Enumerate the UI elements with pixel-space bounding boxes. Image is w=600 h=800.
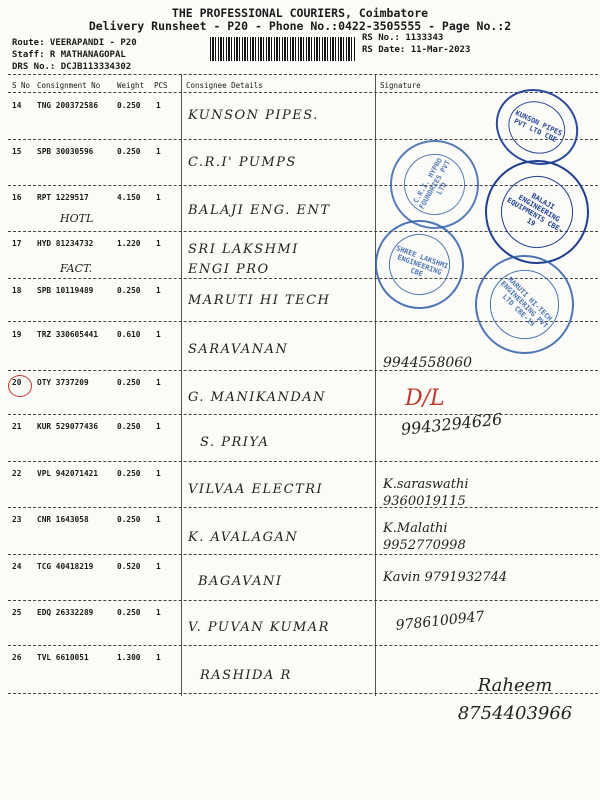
row-weight: 0.250 [117,101,141,110]
row-consignment: TNG 200372586 [37,101,99,110]
row-weight: 0.520 [117,562,141,571]
row-consignment: CNR 1643058 [37,515,89,524]
row-consignee: C.R.I' PUMPS [188,155,297,170]
row-pcs: 1 [156,608,161,617]
col-header-signature: Signature [380,81,421,90]
row-divider [8,645,598,646]
row-consignment: RPT 1229517 [37,193,89,202]
row-consignment: EDQ 26332289 [37,608,94,617]
row-consignment: SPB 30030596 [37,147,94,156]
row-pcs: 1 [156,286,161,295]
row-pcs: 1 [156,147,161,156]
company-stamp: MARUTI HI-TECH ENGINEERING PVT LTD CBE-19 [454,234,594,374]
row-sno: 18 [12,286,22,295]
row-pcs: 1 [156,469,161,478]
row-consignee: KUNSON PIPES. [188,108,319,123]
row-weight: 0.250 [117,608,141,617]
row-divider [8,414,598,415]
row-pcs: 1 [156,653,161,662]
row-signature: K.Malathi 9952770998 [383,521,466,553]
row-consignee: S. PRIYA [200,435,270,450]
row-pcs: 1 [156,515,161,524]
row-pcs: 1 [156,101,161,110]
row-consignee: K. AVALAGAN [188,530,299,545]
row-signature: 9944558060 [383,355,473,371]
row-weight: 0.250 [117,422,141,431]
row-divider [8,461,598,462]
row-consignee: SRI LAKSHMI ENGI PRO [188,242,299,277]
col-divider [375,74,376,696]
row-sno: 22 [12,469,22,478]
row-consignee: RASHIDA R [200,668,292,683]
row-consignee: SARAVANAN [188,342,289,357]
drs-number: DRS No.: DCJB113334302 [12,62,132,72]
row-sno: 20 [12,378,22,387]
col-header-pcs: PCS [154,81,168,90]
row-consignee: G. MANIKANDAN [188,390,327,405]
row-signature: 9943294626 [400,409,504,439]
row-pcs: 1 [156,562,161,571]
row-weight: 0.250 [117,378,141,387]
row-consignee: VILVAA ELECTRI [188,482,324,497]
col-header-consignee: Consignee Details [186,81,263,90]
row-signature: Kavin 9791932744 [383,570,508,585]
row-consignee: V. PUVAN KUMAR [188,620,330,635]
row-consignment: OTY 3737209 [37,378,89,387]
row-signature: 9786100947 [395,608,486,634]
row-weight: 4.150 [117,193,141,202]
col-divider [181,74,182,696]
row-consignment: KUR 529077436 [37,422,99,431]
row-consignment: TRZ 330605441 [37,330,99,339]
row-sno: 25 [12,608,22,617]
row-weight: 0.250 [117,147,141,156]
rs-number: RS No.: 1133343 [362,33,444,43]
row-sno: 24 [12,562,22,571]
row-sno: 15 [12,147,22,156]
col-header-consignment: Consignment No [37,81,101,90]
row-sno: 21 [12,422,22,431]
row-weight: 0.610 [117,330,141,339]
row-sno: 17 [12,239,22,248]
row-pcs: 1 [156,239,161,248]
row-signature: D/L [405,386,445,411]
row-consignee: MARUTI HI TECH [188,293,331,308]
row-divider [8,370,598,371]
row-signature: Raheem 8754403966 [457,675,573,724]
row-consignment: TVL 6610051 [37,653,89,662]
row-weight: 1.300 [117,653,141,662]
col-header-weight: Weight [117,81,145,90]
row-pcs: 1 [156,422,161,431]
row-sno: 14 [12,101,22,110]
row-sno: 23 [12,515,22,524]
company-stamp: BALAJI ENGINEERING EQUIPMENTS CBE-19 [466,141,600,283]
row-consignee: BALAJI ENG. ENT [188,203,331,218]
runsheet-title: THE PROFESSIONAL COURIERS, Coimbatore [171,6,429,20]
row-consignment: HYD 81234732 [37,239,94,248]
row-weight: 1.220 [117,239,141,248]
row-weight: 0.250 [117,515,141,524]
row-divider [8,507,598,508]
row-sno: 16 [12,193,22,202]
company-stamp: KUNSON PIPES PVT LTD CBE [483,76,590,179]
row-weight: 0.250 [117,469,141,478]
handwritten-note: FACT. [60,262,93,275]
row-consignment: TCG 40418219 [37,562,94,571]
staff-label: Staff: R MATHANAGOPAL [12,50,126,60]
header-bottom-line [8,92,598,93]
company-stamp: SHREE LAKSHMI ENGINEERING CBE [362,207,476,321]
company-stamp: C.R.I. HYPRO FOUNDRIES PVT LTD [374,124,496,246]
handwritten-note: HOTL [60,212,94,225]
rs-date: RS Date: 11-Mar-2023 [362,45,471,55]
row-pcs: 1 [156,330,161,339]
row-pcs: 1 [156,193,161,202]
barcode [210,37,355,61]
runsheet-subtitle: Delivery Runsheet - P20 - Phone No.:0422-3505555 - Page No.:2 [88,19,512,33]
row-sno: 19 [12,330,22,339]
row-consignment: SPB 10119489 [37,286,94,295]
row-weight: 0.250 [117,286,141,295]
row-consignment: VPL 942071421 [37,469,99,478]
row-pcs: 1 [156,378,161,387]
route-label: Route: VEERAPANDI - P20 [12,38,137,48]
row-consignee: BAGAVANI [198,574,283,589]
row-divider [8,554,598,555]
col-header-sno: S No [12,81,31,90]
row-divider [8,693,598,694]
row-sno: 26 [12,653,22,662]
header-top-line [8,74,598,75]
row-signature: K.saraswathi 9360019115 [383,477,469,509]
row-divider [8,600,598,601]
